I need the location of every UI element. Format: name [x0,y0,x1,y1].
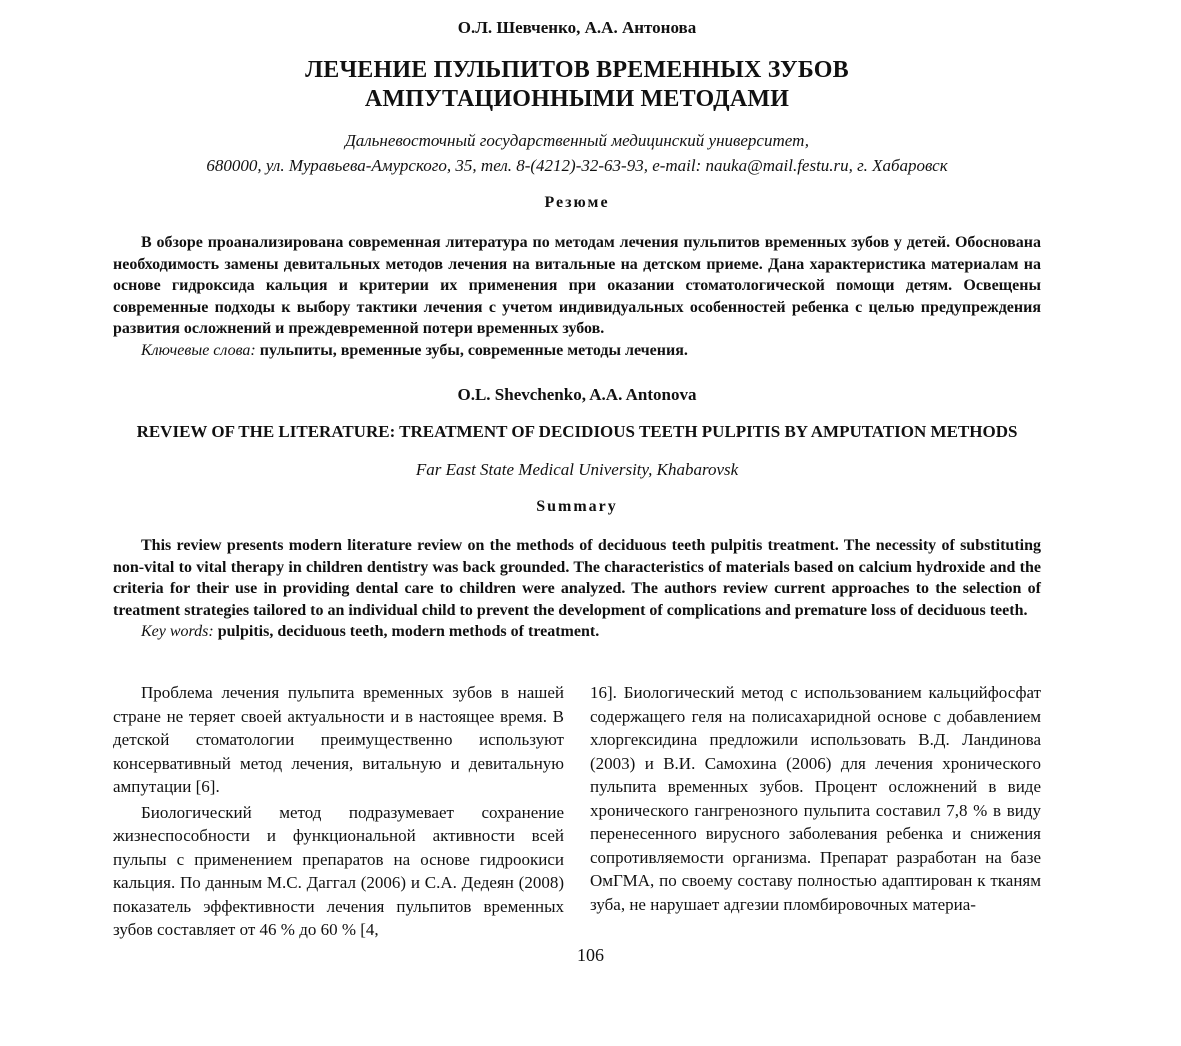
keywords-en [113,621,1041,643]
abstract-en [113,535,1041,643]
abstract-ru [113,232,1041,361]
abstract-en-text: This review presents modern literature review on the methods of deciduous teeth pulpitis treatment. The necessity of substituting non-vital to vital therapy in children dentistry was back grounded. The characteristics of materials based on calcium hydroxide and the criteria for their use in providing dental care to children were analyzed. The authors review current approaches to the selection of treatment strategies tailored to an individual child to prevent the development of complications and premature loss of deciduous teeth. [113,537,1041,619]
title-ru-line1: ЛЕЧЕНИЕ ПУЛЬПИТОВ ВРЕМЕННЫХ ЗУБОВ [305,57,849,83]
body-columns [113,681,1041,944]
right-column [590,681,1041,944]
article-header [113,14,1041,643]
authors-ru: О.Л. Шевченко, А.А. Антонова [457,18,697,37]
left-paragraph-1: Проблема лечения пульпита временных зубов в нашей стране не теряет своей актуальности и в настоящее время. В детской стоматологии преимущественно используют консервативный метод лечения, витальную и девитальную ампутации [6]. [113,683,564,796]
keywords-ru-text: пульпиты, временные зубы, современные методы лечения. [259,341,688,359]
keywords-en-label: Key words: [141,623,214,640]
affiliation-ru [113,128,1041,178]
left-column [113,681,564,944]
keywords-ru [113,340,1041,362]
abstract-ru-text: В обзоре проанализирована современная литература по методам лечения пульпитов временных зубов у детей. Обоснована необходимость замены девитальных методов лечения на витальные на детском приеме. Дана характеристика материалам на основе гидроксида кальция и критерии их применения при оказании стоматологической помощи детям. Освещены современные подходы к выбору тактики лечения с учетом индивидуальных особенностей ребенка с целью предупреждения развития осложнений и преждевременной потери временных зубов. [113,234,1041,337]
affiliation-ru-line1: Дальневосточный государственный медицинский университет, [344,131,810,150]
keywords-ru-label: Ключевые слова: [141,341,256,359]
summary-heading-en: Summary [536,498,618,515]
summary-heading-ru: Резюме [544,194,610,211]
right-paragraph-1: 16]. Биологический метод с использованием кальцийфосфат содержащего геля на полисахаридной основе с добавлением хлоргексидина предложили использовать В.Д. Ландинова (2003) и В.И. Самохина (2006) для лечения хронического пульпита временных зубов. Процент осложнений в виде хронического гангренозного пульпита составил 7,8 % в виду перенесенного вирусного заболевания ребенка и снижения сопротивляемости организма. Препарат разработан на базе ОмГМА, по своему составу полностью адаптирован к тканям зуба, не нарушает адгезии пломбировочных материа- [590,683,1041,914]
affiliation-en: Far East State Medical University, Khabarovsk [415,460,739,479]
keywords-en-text: pulpitis, deciduous teeth, modern methods of treatment. [217,623,600,640]
page-number: 106 [577,945,604,965]
title-ru [113,56,1041,114]
authors-en: O.L. Shevchenko, A.A. Antonova [457,385,697,404]
left-paragraph-2: Биологический метод подразумевает сохранение жизнеспособности и функциональной активности всей пульпы с применением препаратов на основе гидроокиси кальция. По данным М.С. Даггал (2006) и С.А. Дедеян (2008) показатель эффективности лечения пульпитов временных зубов составляет от 46 % до 60 % [4, [113,802,564,939]
title-ru-line2: АМПУТАЦИОННЫМИ МЕТОДАМИ [364,86,790,112]
affiliation-ru-line2: 680000, ул. Муравьева-Амурского, 35, тел. 8-(4212)-32-63-93, e-mail: nauka@mail.festu.ru, г. Хабаровск [206,156,948,175]
title-en: REVIEW OF THE LITERATURE: TREATMENT OF DECIDIOUS TEETH PULPITIS BY AMPUTATION METHODS [136,422,1018,441]
